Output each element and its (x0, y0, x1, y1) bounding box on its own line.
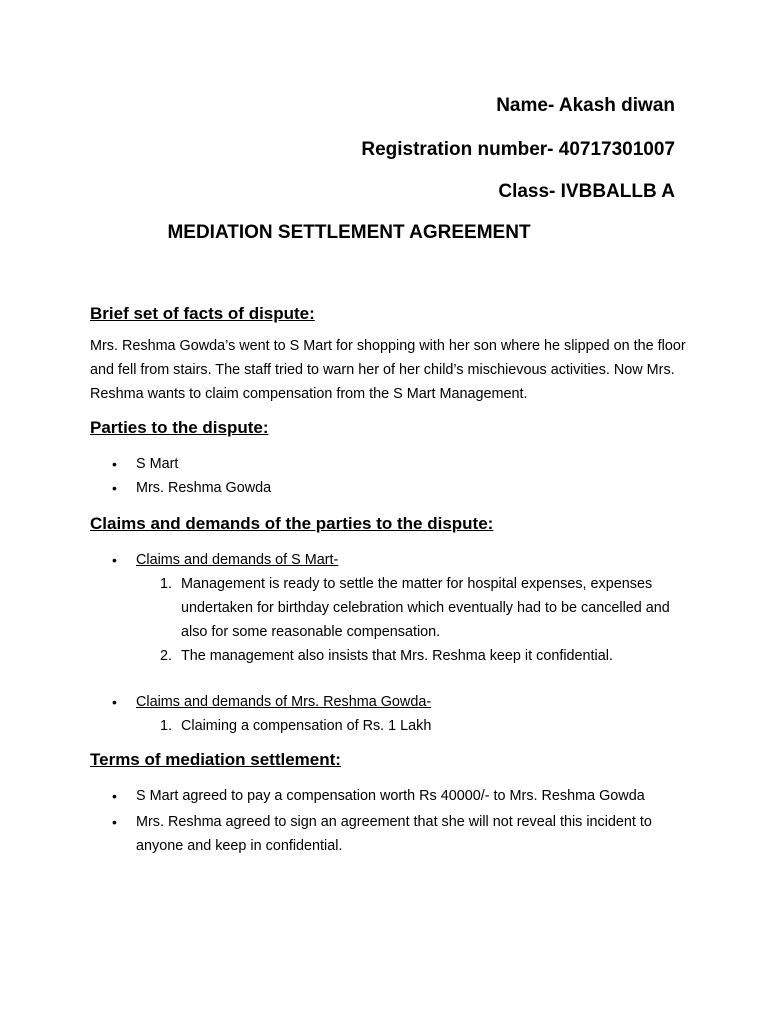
claims-reshma (90, 690, 690, 738)
terms-list (90, 784, 690, 858)
claims-list (90, 548, 690, 738)
parties-heading: Parties to the dispute: (90, 418, 269, 437)
facts-paragraph: Mrs. Reshma Gowda’s went to S Mart for shopping with her son where he slipped on the floor and fell from stairs. The staff tried to warn her of her child’s mischievous activities. Now Mrs. Reshma wants to claim compensation from the S Mart Management. (90, 338, 686, 402)
document-body (90, 302, 690, 858)
item-text: Claiming a compensation of Rs. 1 Lakh (181, 718, 432, 734)
list-item: • Mrs. Reshma agreed to sign an agreement that she will not reveal this incident to anyone and keep in confidential. (90, 810, 690, 858)
item-number: 2. (160, 648, 173, 664)
item-number: 1. (160, 718, 173, 734)
document-title-text: MEDIATION SETTLEMENT AGREEMENT (167, 222, 531, 243)
claims-reshma-items (90, 714, 690, 738)
claims-s-mart-items (90, 572, 690, 668)
claims-s-mart-label: Claims and demands of S Mart- (136, 552, 339, 568)
item-text: The management also insists that Mrs. Reshma keep it confidential. (181, 648, 613, 664)
list-item: • S Mart (90, 452, 690, 476)
list-item: • S Mart agreed to pay a compensation worth Rs 40000/- to Mrs. Reshma Gowda (90, 784, 690, 808)
claims-reshma-label: Claims and demands of Mrs. Reshma Gowda- (136, 694, 432, 710)
item-number: 1. (160, 576, 173, 592)
parties-list (90, 452, 690, 500)
list-item (90, 572, 690, 644)
list-item (90, 714, 690, 738)
document-title (0, 222, 768, 244)
student-name: Name- Akash diwan (496, 95, 675, 116)
item-text: Management is ready to settle the matter for hospital expenses, expenses undertaken for birthday celebration which eventually had to be cancelled and also for some reasonable compensation. (181, 576, 670, 640)
registration-number: Registration number- 40717301007 (361, 139, 675, 160)
claims-heading: Claims and demands of the parties to the dispute: (90, 514, 494, 533)
facts-heading: Brief set of facts of dispute: (90, 304, 315, 323)
class-info: Class- IVBBALLB A (498, 181, 675, 202)
claims-s-mart (90, 548, 690, 668)
list-item: • Mrs. Reshma Gowda (90, 476, 690, 500)
terms-heading: Terms of mediation settlement: (90, 750, 341, 769)
list-item (90, 644, 690, 668)
